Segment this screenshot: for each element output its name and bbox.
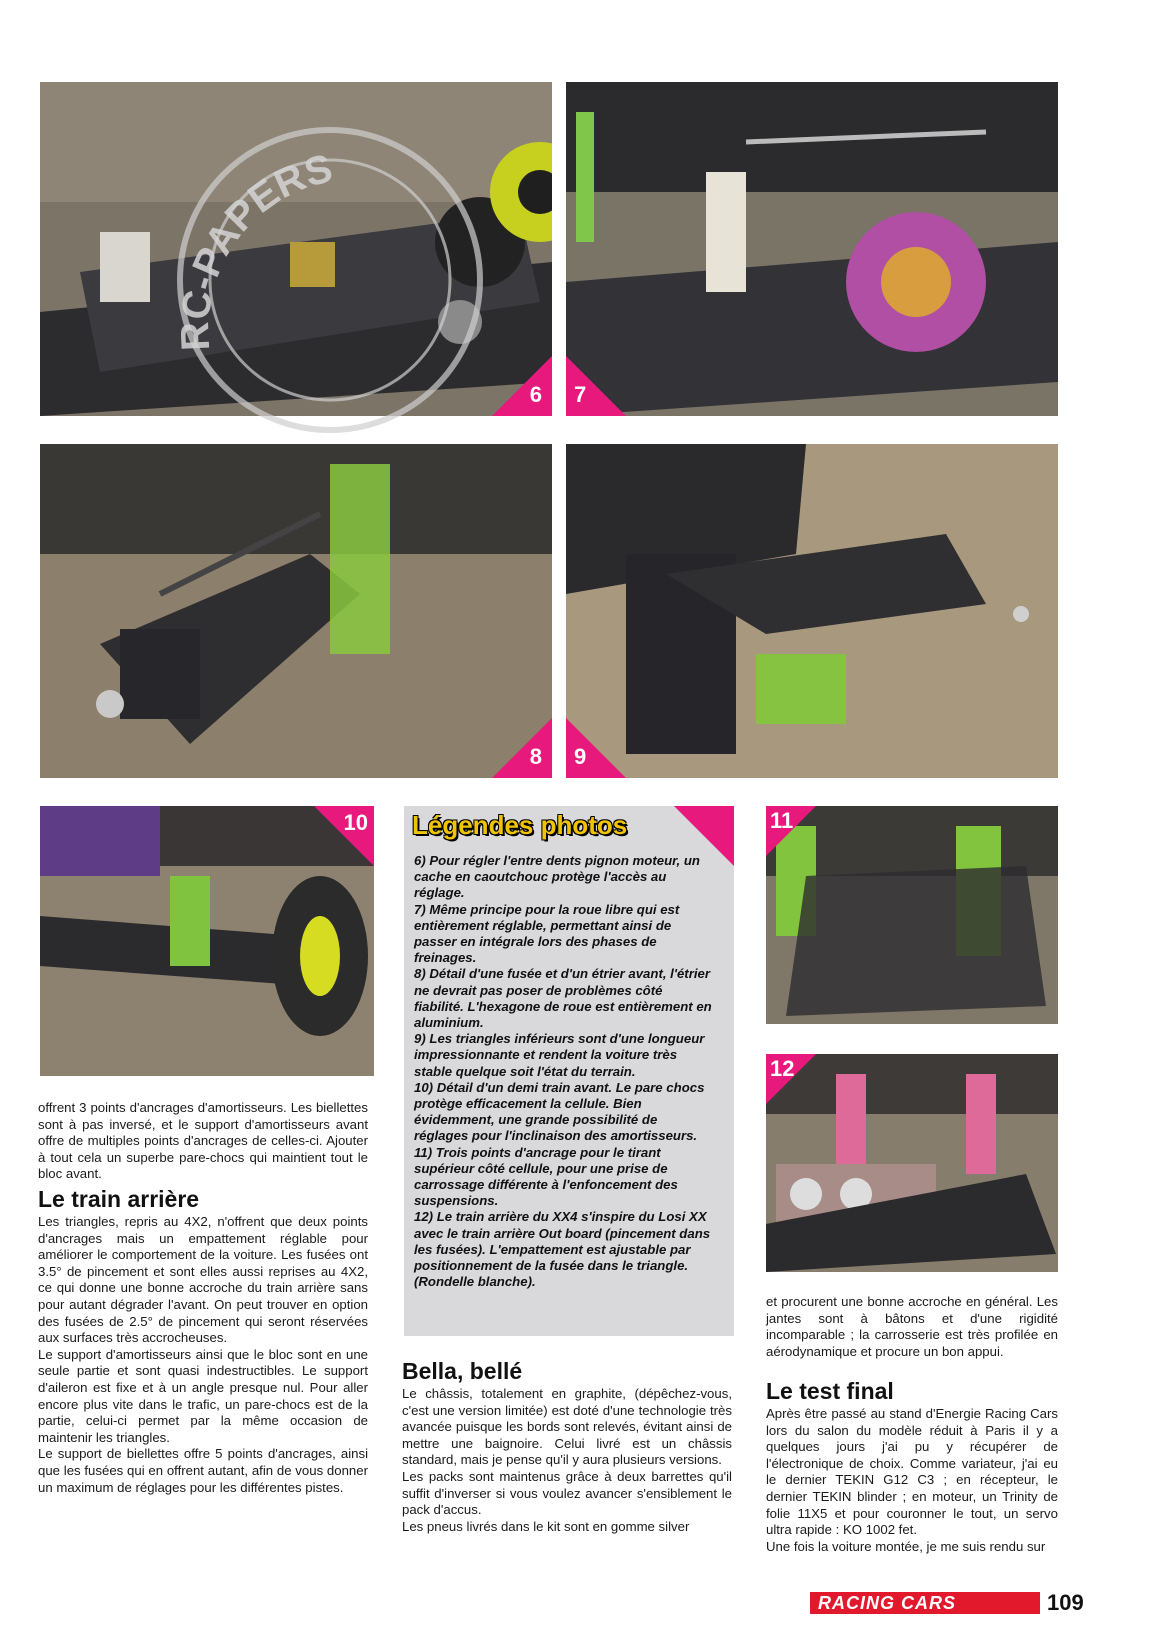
photo-9 (566, 444, 1058, 778)
legend-item: 8) Détail d'une fusée et d'un étrier avant, l'étrier ne devrait pas poser de problèmes côté fiabilité. L'hexagone de roue est entièrement en aluminium. (414, 966, 712, 1031)
heading-train-arriere: Le train arrière (38, 1186, 200, 1212)
photo-6-number: 6 (529, 382, 542, 407)
col1-intro: offrent 3 points d'ancrages d'amortisseurs. Les biellettes sont à pas inversé, et le support d'amortisseurs avant offre de multiples points d'ancrages de celles-ci. Ajouter à tout cela un superbe pare-chocs qui maintient tout le bloc avant. (38, 1100, 368, 1182)
photo-11-number: 11 (770, 808, 794, 833)
photo-10 (40, 806, 374, 1076)
column-middle (402, 1386, 732, 1535)
legend-item: 10) Détail d'un demi train avant. Le pare chocs protège efficacement la cellule. Bien évidemment, une grande possibilité de réglages pour l'inclinaison des amortisseurs. (414, 1079, 705, 1144)
legend-item: 11) Trois points d'ancrage pour le tirant supérieur côté cellule, pour une prise de carrossage différente à l'enfoncement des suspensions. (414, 1144, 678, 1209)
photo-7-image (566, 82, 1058, 416)
col1-paragraph-2: Le support d'amortisseurs ainsi que le bloc sont en une seule partie et sont quasi indestructibles. Le support d'aileron est fixe et à un angle presque nul. Pour aller encore plus vite dans le trafic, un pare-chocs est de la partie, celui-ci permet par la même occasion de maintenir les triangles. (38, 1346, 368, 1445)
col2-paragraph-3: Les pneus livrés dans le kit sont en gomme silver (402, 1518, 690, 1534)
page-number: 109 (1047, 1590, 1084, 1615)
photo-8-number: 8 (529, 744, 542, 769)
photo-10-number: 10 (343, 810, 368, 835)
photo-12 (766, 1054, 1058, 1272)
heading-bella-belle: Bella, bellé (402, 1358, 523, 1384)
column-right (766, 1294, 1058, 1360)
column-right-body (766, 1406, 1058, 1555)
col1-paragraph-3: Le support de biellettes offre 5 points d'ancrages, ainsi que les fusées qui en offrent autant, afin de vous donner un maximum de réglages pour les différentes pistes. (38, 1446, 368, 1495)
svg-text:RC-PAPERS (173, 146, 337, 351)
col3-intro: et procurent une bonne accroche en général. Les jantes sont à bâtons et d'une rigidité incomparable ; la carrosserie est très profilée en aérodynamique et procure un bon appui. (766, 1294, 1058, 1359)
legend-item: 9) Les triangles inférieurs sont d'une longueur impressionnante et rendent la voiture très stable quelque soit l'état du terrain. (414, 1031, 705, 1079)
legend-item: 7) Même principe pour la roue libre qui est entièrement réglable, permettant ainsi de passer en intégrale lors des phases de freinages. (414, 901, 680, 966)
photo-9-number: 9 (574, 744, 587, 769)
photo-7 (566, 82, 1058, 416)
photo-8 (40, 444, 552, 778)
watermark-text: RC-PAPERS (173, 146, 337, 352)
photo-11 (766, 806, 1058, 1024)
column-left (38, 1100, 368, 1183)
col1-paragraph-1: Les triangles, repris au 4X2, n'offrent que deux points d'ancrages mais un empattement réglable pour améliorer le comportement de la voiture. Les fusées ont 3.5° de pincement et sont elles aussi reprises au 4X2, ce qui donne une bonne accroche du train arrière sans pour autant dégrader l'avant. On peut trouver en option des fusées de 2.5° de pincement qui seront réservées aux surfaces très accrocheuses. (38, 1214, 368, 1346)
col3-paragraph-2: Une fois la voiture montée, je me suis rendu sur (766, 1538, 1046, 1554)
heading-test-final: Le test final (766, 1378, 894, 1404)
photo-8-badge (492, 718, 552, 778)
legend-item: 12) Le train arrière du XX4 s'inspire du Losi XX avec le train arrière Out board (pincement dans les fusées). L'empattement est ajustable par positionnement de la fusée dans le triangle. (Rondelle blanche). (414, 1209, 711, 1290)
rc-papers-watermark (150, 100, 510, 460)
col2-paragraph-2: Les packs sont maintenus grâce à deux barrettes qu'il suffit d'inverser si vous voulez avancer s'ensiblement le pack d'accus. (402, 1468, 732, 1518)
photo-7-number: 7 (574, 382, 587, 407)
column-left-body (38, 1214, 368, 1496)
legend-title: Légendes photos (412, 810, 628, 840)
col3-paragraph-1: Après être passé au stand d'Energie Racing Cars lors du salon du modèle réduit à Paris il y a quelques jours j'ai pu y récupérer de l'électronique de choix. Comme variateur, j'ai eu le dernier TEKIN G12 C3 ; en récepteur, le dernier TEKIN blinder ; en moteur, un Trinity de folie 11X5 et pour couronner le tout, un servo ultra rapide : KO 1002 fet. (766, 1406, 1058, 1538)
col2-paragraph-1: Le châssis, totalement en graphite, (dépêchez-vous, c'est une version limitée) est doté d'une technologie très avancée puisque les bords sont relevés, évitant ainsi de mettre une baignoire. Celui livré est un châssis standard, mais je pense qu'il y aura plusieurs versions. (402, 1386, 732, 1468)
legend-items (414, 853, 714, 1290)
legend-item: 6) Pour régler l'entre dents pignon moteur, un cache en caoutchouc protège l'accès au réglage. (414, 853, 700, 901)
legend-box (404, 806, 734, 1336)
footer-brand: RACING CARS (818, 1593, 957, 1613)
photo-9-image (566, 444, 1058, 778)
photo-12-number: 12 (770, 1056, 795, 1081)
photo-8-image (40, 444, 552, 778)
